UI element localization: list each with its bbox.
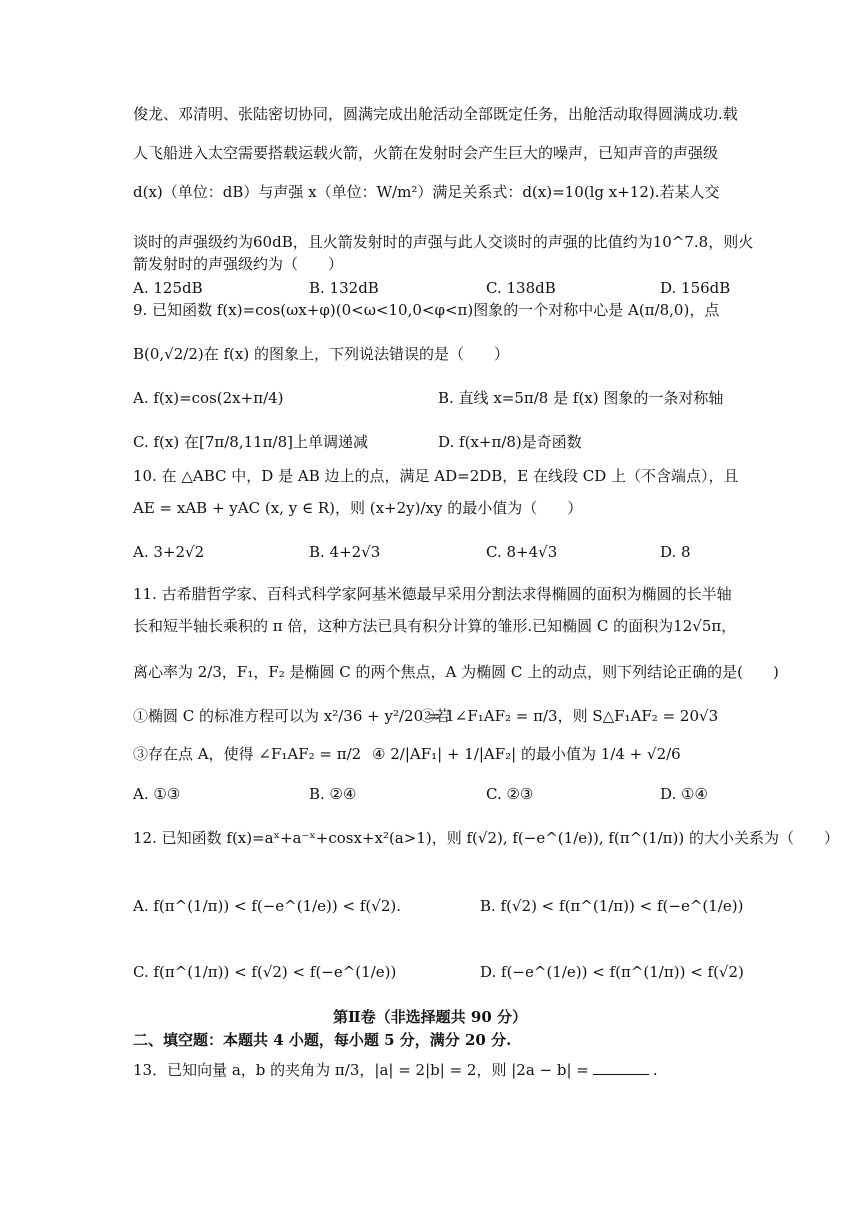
intro-line-3: d(x)（单位：dB）与声强 x（单位：W/m²）满足关系式：d(x)=10(lg x+12).若某人交 [133,183,720,201]
q10-option-b: B. 4+2√3 [309,543,381,561]
q9-option-c: C. f(x) 在[7π/8,11π/8]上单调递减 [133,433,368,451]
q12-option-b: B. f(√2) < f(π^(1/π)) < f(−e^(1/e)) [480,897,744,915]
intro-line-1: 俊龙、邓清明、张陆密切协同，圆满完成出舱活动全部既定任务，出舱活动取得圆满成功.载 [133,105,738,123]
q11-option-b: B. ②④ [309,785,357,803]
q12-option-c: C. f(π^(1/π)) < f(√2) < f(−e^(1/e)) [133,963,397,981]
q11-option-d: D. ①④ [660,785,708,803]
q9-option-a: A. f(x)=cos(2x+π/4) [133,389,284,407]
q13-end: . [652,1061,658,1079]
q11-statement-2: ②若 ∠F₁AF₂ = π/3，则 S△F₁AF₂ = 20√3 [420,707,719,725]
q13-line [133,1060,658,1080]
q8-option-b: B. 132dB [309,279,379,297]
q8-option-c: C. 138dB [486,279,556,297]
intro-line-4: 谈时的声强级约为60dB，且火箭发射时的声强与此人交谈时的声强的比值约为10^7.8，则火 [133,233,754,251]
q10-line-2: AE = xAB + yAC (x, y ∈ R)，则 (x+2y)/xy 的最小值为（ ） [133,499,583,517]
q11-line-2: 长和短半轴长乘积的 π 倍，这种方法已具有积分计算的雏形.已知椭圆 C 的面积为12√5π， [133,617,737,635]
q11-option-a: A. ①③ [133,785,181,803]
intro-line-2: 人飞船进入太空需要搭载运载火箭，火箭在发射时会产生巨大的噪声，已知声音的声强级 [133,144,719,162]
q11-statement-3: ③存在点 A，使得 ∠F₁AF₂ = π/2 [133,745,362,763]
q11-option-c: C. ②③ [486,785,534,803]
q11-statement-1: ①椭圆 C 的标准方程可以为 x²/36 + y²/20 = 1 [133,707,455,725]
part2-title: 第Ⅱ卷（非选择题共 90 分） [333,1008,527,1026]
q9-option-b: B. 直线 x=5π/8 是 f(x) 图象的一条对称轴 [438,389,724,407]
q13-text: 13．已知向量 a，b 的夹角为 π/3，|a| = 2|b| = 2，则 |2a − b| = [133,1061,589,1079]
q12-option-a: A. f(π^(1/π)) < f(−e^(1/e)) < f(√2). [133,897,401,915]
q10-option-c: C. 8+4√3 [486,543,558,561]
q12-line-1: 12. 已知函数 f(x)=aˣ+a⁻ˣ+cosx+x²(a>1)，则 f(√2), f(−e^(1/e)), f(π^(1/π)) 的大小关系为（ ） [133,829,839,847]
q12-option-d: D. f(−e^(1/e)) < f(π^(1/π)) < f(√2) [480,963,744,981]
q13-answer-blank[interactable] [593,1060,649,1075]
q11-line-3: 离心率为 2/3，F₁，F₂ 是椭圆 C 的两个焦点，A 为椭圆 C 上的动点，则下列结论正确的是( ) [133,663,779,681]
q10-line-1: 10. 在 △ABC 中，D 是 AB 边上的点，满足 AD=2DB，E 在线段 CD 上（不含端点），且 [133,467,739,485]
q10-option-a: A. 3+2√2 [133,543,205,561]
q8-option-a: A. 125dB [133,279,203,297]
q11-statement-4: ④ 2/|AF₁| + 1/|AF₂| 的最小值为 1/4 + √2/6 [372,745,681,763]
q9-line-1: 9. 已知函数 f(x)=cos(ωx+φ)(0<ω<10,0<φ<π)图象的一个对称中心是 A(π/8,0)，点 [133,301,720,319]
intro-line-5: 箭发射时的声强级约为（ ） [133,255,344,273]
q10-option-d: D. 8 [660,543,691,561]
q11-line-1: 11. 古希腊哲学家、百科式科学家阿基米德最早采用分割法求得椭圆的面积为椭圆的长半轴 [133,585,732,603]
q9-line-2: B(0,√2/2)在 f(x) 的图象上，下列说法错误的是（ ） [133,345,509,363]
fill-in-section-heading: 二、填空题：本题共 4 小题，每小题 5 分，满分 20 分. [133,1031,512,1049]
q8-option-d: D. 156dB [660,279,731,297]
q9-option-d: D. f(x+π/8)是奇函数 [438,433,582,451]
